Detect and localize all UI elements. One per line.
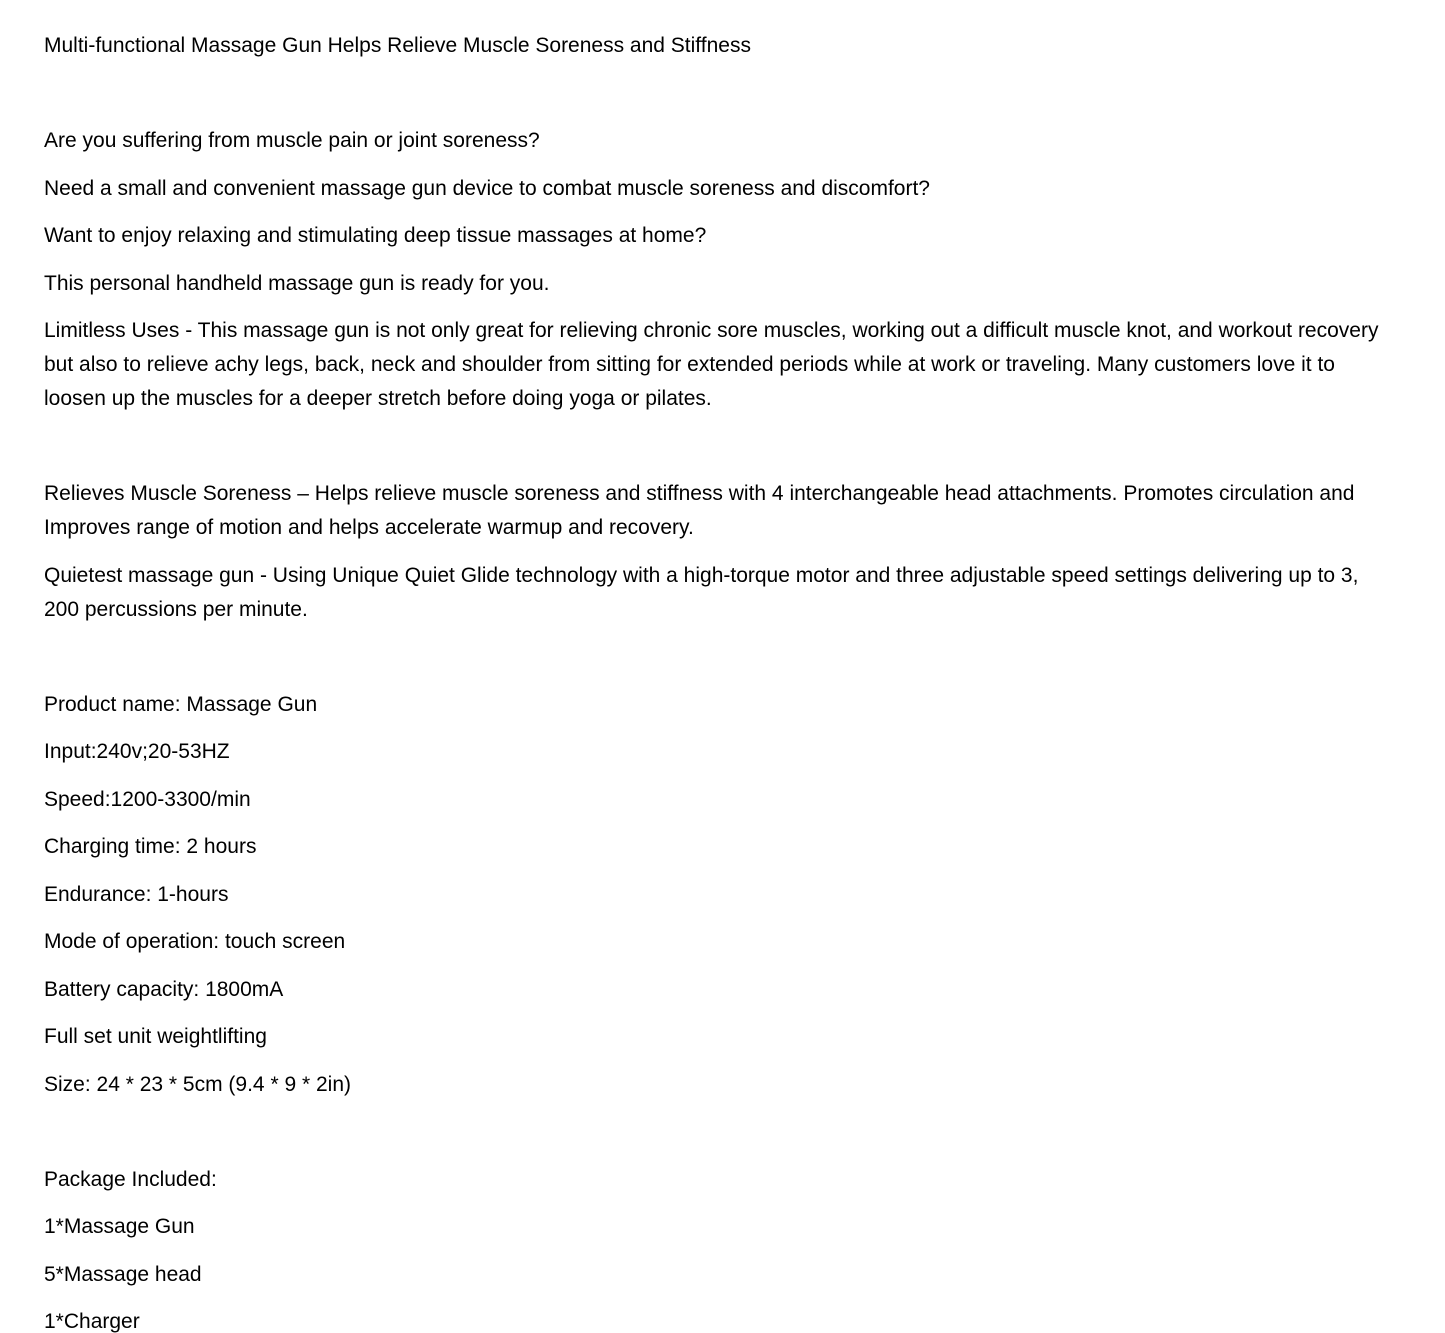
spec-charging-time: Charging time: 2 hours xyxy=(44,835,257,858)
feature-limitless-uses: Limitless Uses - This massage gun is not only great for relieving chronic sore muscles, working out a difficult muscle knot, and workout recovery but also to relieve achy legs, back, neck and shoulder from sitting for extended periods while at work or traveling. Many customers love it to loosen up the muscles for a deeper stretch before doing yoga or pilates. xyxy=(44,319,1379,410)
package-included-heading: Package Included: xyxy=(44,1167,217,1191)
intro-question-1: Are you suffering from muscle pain or joint soreness? xyxy=(44,129,540,152)
feature-quietest: Quietest massage gun - Using Unique Quiet Glide technology with a high-torque motor and three adjustable speed settings delivering up to 3, 200 percussions per minute. xyxy=(44,563,1359,621)
package-item-massage-gun: 1*Massage Gun xyxy=(44,1215,195,1238)
blank-line xyxy=(44,640,1424,688)
blank-line xyxy=(44,430,1424,478)
spec-speed: Speed:1200-3300/min xyxy=(44,787,251,811)
page-title: Multi-functional Massage Gun Helps Relieve Muscle Soreness and Stiffness xyxy=(44,34,751,57)
intro-statement: This personal handheld massage gun is ready for you. xyxy=(44,271,550,295)
spec-mode-of-operation: Mode of operation: touch screen xyxy=(44,930,346,953)
spec-unit-weight: Full set unit weightlifting xyxy=(44,1025,267,1048)
blank-line xyxy=(44,1115,1424,1163)
spec-input: Input:240v;20-53HZ xyxy=(44,740,230,763)
package-item-charger: 1*Charger xyxy=(44,1310,140,1333)
spec-product-name: Product name: Massage Gun xyxy=(44,692,318,716)
intro-question-2: Need a small and convenient massage gun device to combat muscle soreness and discomfort? xyxy=(44,176,930,200)
spec-size: Size: 24 * 23 * 5cm (9.4 * 9 * 2in) xyxy=(44,1072,351,1096)
feature-relieves-soreness: Relieves Muscle Soreness – Helps relieve muscle soreness and stiffness with 4 interchangeable head attachments. Promotes circulation and Improves range of motion and helps accelerate warmup and recovery. xyxy=(44,482,1355,539)
spec-battery-capacity: Battery capacity: 1800mA xyxy=(44,977,284,1001)
blank-line xyxy=(44,77,1424,125)
intro-question-3: Want to enjoy relaxing and stimulating deep tissue massages at home? xyxy=(44,224,707,247)
package-item-massage-head: 5*Massage head xyxy=(44,1262,202,1286)
spec-endurance: Endurance: 1-hours xyxy=(44,882,229,906)
